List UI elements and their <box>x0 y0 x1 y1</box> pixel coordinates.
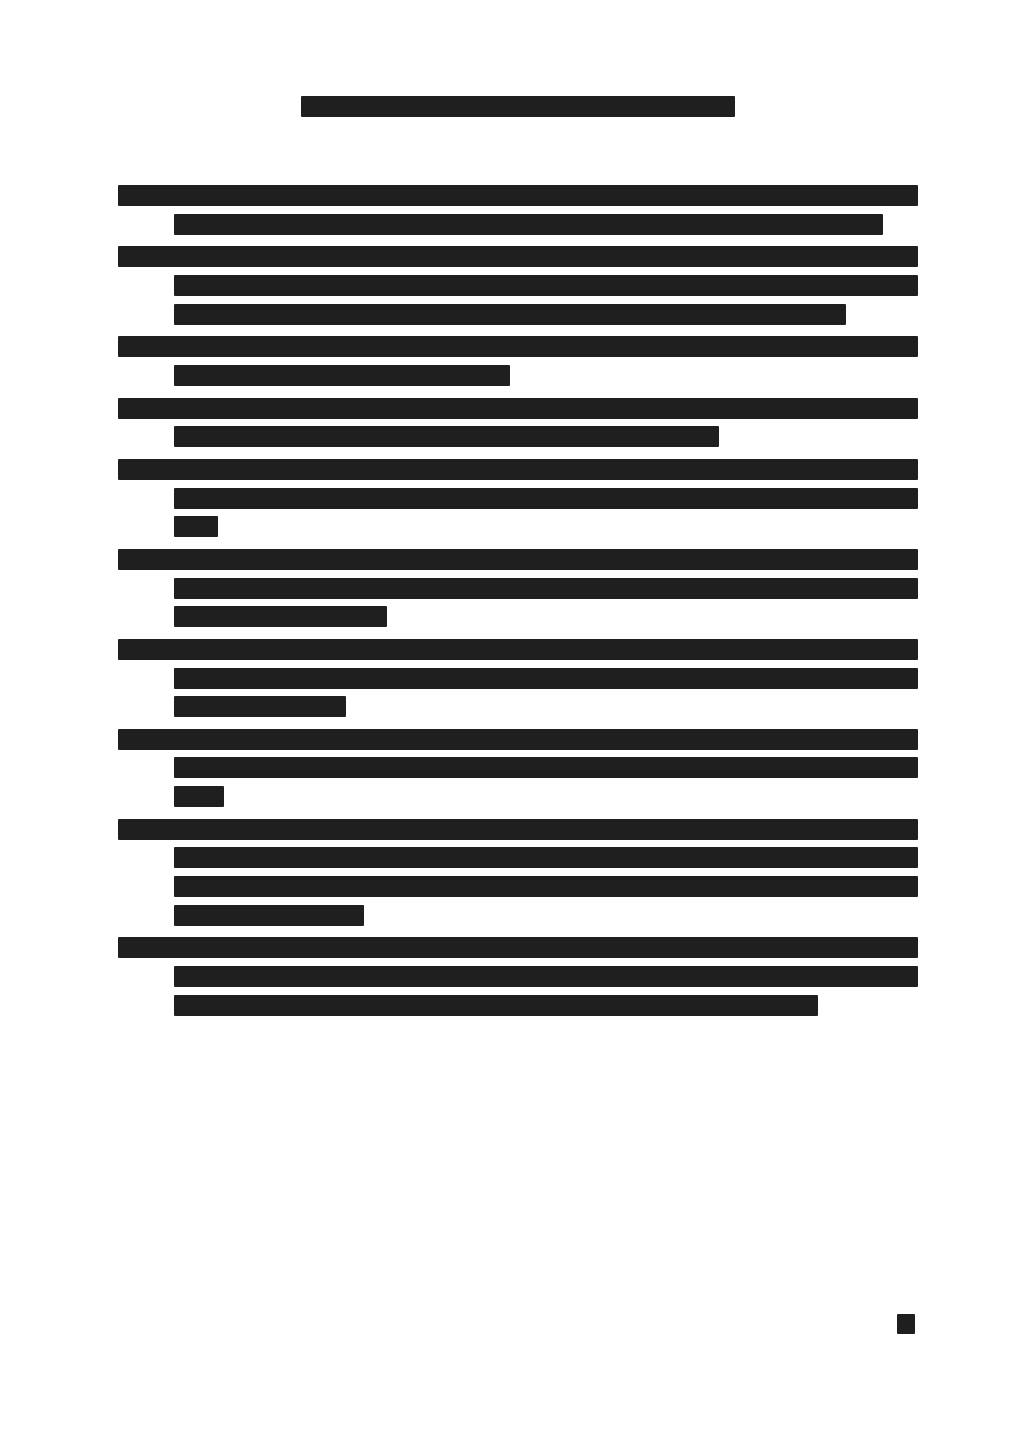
reference-list <box>118 182 918 1020</box>
reference-text <box>118 729 918 807</box>
reference-entry <box>118 816 918 931</box>
reference-text <box>118 549 918 627</box>
reference-text <box>118 185 918 235</box>
reference-text <box>118 639 918 717</box>
reference-entry <box>118 243 918 329</box>
reference-text <box>118 398 918 448</box>
reference-text <box>118 937 918 1015</box>
reference-text <box>118 336 918 386</box>
reference-entry <box>118 934 918 1020</box>
page-content <box>118 96 918 1024</box>
running-head <box>118 96 918 118</box>
reference-entry <box>118 333 918 390</box>
reference-text <box>118 246 918 324</box>
reference-text <box>118 459 918 537</box>
reference-text <box>118 819 918 926</box>
reference-entry <box>118 546 918 632</box>
reference-entry <box>118 182 918 239</box>
reference-entry <box>118 726 918 812</box>
reference-entry <box>118 395 918 452</box>
running-head-text <box>301 96 735 117</box>
reference-entry <box>118 456 918 542</box>
page-number <box>897 1314 915 1335</box>
reference-entry <box>118 636 918 722</box>
